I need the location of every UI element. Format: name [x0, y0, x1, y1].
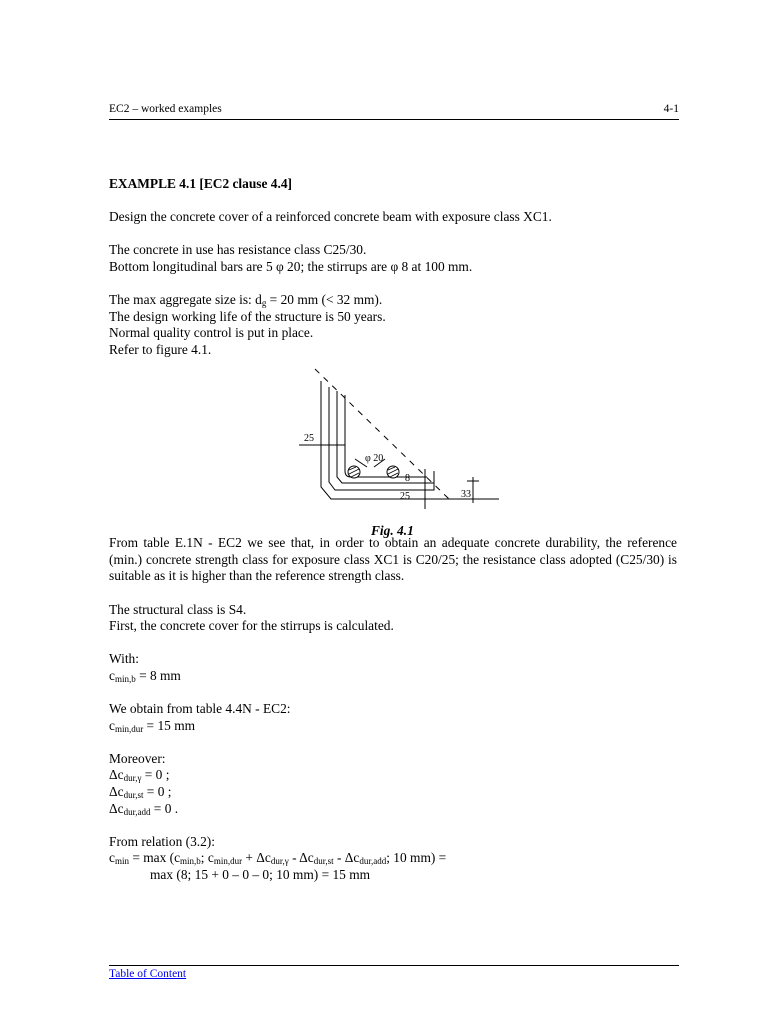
running-header	[109, 103, 679, 120]
with-label: With:	[109, 651, 139, 667]
cmin-formula-line: $c_{min} = \max (c_{min,b}$; $c_{min,dur} + \Delta c_{dur,\gamma} - \Delta c_{dur,st} - \Delta c_{dur,add}$; 10 mm) =	[109, 850, 447, 867]
label-33: 33	[461, 488, 471, 500]
bars-line: Bottom longitudinal bars are 5 φ 20; the stirrups are φ 8 at 100 mm.	[109, 258, 473, 274]
quality-line: Normal quality control is put in place.	[109, 325, 314, 341]
example-title: EXAMPLE 4.1 [EC2 clause 4.4]	[109, 176, 292, 191]
moreover-label: Moreover:	[109, 750, 166, 766]
body-text	[109, 176, 677, 884]
table-of-content-link[interactable]: Table of Content	[109, 968, 187, 980]
page-footer	[109, 965, 679, 980]
table44-line: We obtain from table 4.4N - EC2:	[109, 701, 291, 717]
label-8: 8	[405, 472, 410, 484]
table-e1n-paragraph: From table E.1N - EC2 we see that, in order to obtain an adequate concrete durability, the reference (min.) concrete strength class for exposure class XC1 is C20/25; the resistance class adopted (C25/30) is suitable as it is higher than the reference strength class.	[109, 535, 677, 584]
label-25-left: 25	[304, 432, 314, 444]
label-25-bottom: 25	[400, 490, 410, 502]
intro-paragraph: Design the concrete cover of a reinforced concrete beam with exposure class XC1.	[109, 209, 552, 225]
working-life-line: The design working life of the structure is 50 years.	[109, 308, 386, 324]
header-title: EC2 – worked examples	[109, 103, 222, 115]
delta-c-gamma-line: $\Delta c_{dur,\gamma} = 0$ ;	[109, 767, 170, 784]
delta-c-st-line: $\Delta c_{dur,st} = 0$ ;	[109, 784, 172, 801]
cminb-line: $c_{min,b} = 8$ mm	[109, 667, 181, 684]
cmin-result-line: max (8; 15 + 0 – 0 – 0; 10 mm) = 15 mm	[150, 867, 371, 882]
resistance-line: The concrete in use has resistance class C25/30.	[109, 242, 367, 258]
structural-class-line: The structural class is S4.	[109, 601, 247, 617]
delta-c-add-line: $\Delta c_{dur,add} = 0$ .	[109, 800, 179, 817]
refer-line: Refer to figure 4.1.	[109, 341, 212, 357]
page-number: 4-1	[663, 103, 679, 115]
figure-4-1	[109, 359, 677, 538]
beam-corner-diagram	[299, 359, 499, 519]
relation-line: From relation (3.2):	[109, 833, 215, 849]
first-line: First, the concrete cover for the stirrups is calculated.	[109, 618, 394, 634]
cmindur-line: $c_{min,dur} = 15$ mm	[109, 717, 196, 734]
aggregate-line: The max aggregate size is: $d_g = 20$ mm (< 32 mm).	[109, 292, 383, 309]
label-phi20: φ 20	[365, 452, 384, 464]
figure-caption: Fig. 4.1	[371, 522, 414, 538]
reference-dashed-line	[315, 369, 449, 499]
